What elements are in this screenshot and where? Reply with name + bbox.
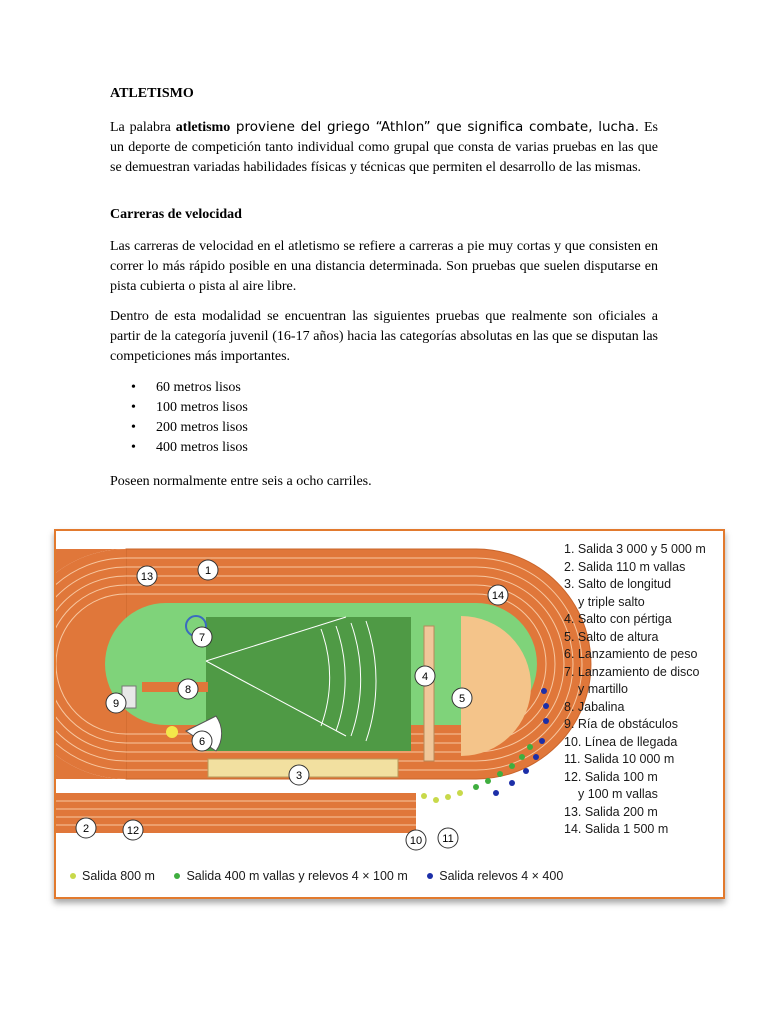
svg-text:10: 10 [409, 835, 423, 847]
legend-item: 9. Ría de obstáculos [564, 717, 678, 731]
svg-text:2: 2 [82, 823, 90, 835]
legend-item: 8. Jabalina [564, 699, 625, 714]
legend-item: y martillo [578, 682, 629, 696]
footer-item: Salida 800 m [82, 869, 155, 883]
legend-item: 14. Salida 1 500 m [564, 822, 669, 836]
legend-item: y 100 m vallas [578, 787, 658, 801]
marker-4 [415, 666, 435, 686]
svg-text:4: 4 [421, 671, 429, 683]
legend-item: 13. Salida 200 m [564, 804, 658, 819]
bullet: • [131, 380, 136, 395]
bullet: • [131, 400, 136, 415]
marker-6 [192, 731, 212, 751]
event-label: 60 metros lisos [156, 380, 241, 395]
legend-item: 6. Lanzamiento de peso [564, 647, 698, 661]
figure-legend [564, 541, 706, 839]
bullet: • [131, 420, 136, 435]
svg-text:1: 1 [204, 565, 212, 577]
legend-item: 10. Línea de llegada [564, 734, 678, 749]
svg-text:6: 6 [198, 736, 206, 748]
legend-item: 7. Lanzamiento de disco [564, 664, 700, 679]
dot-400-icon [174, 873, 180, 879]
bullet: • [131, 440, 136, 455]
marker-14 [488, 585, 508, 605]
figure-footer [66, 869, 563, 883]
intro-paragraph [110, 117, 658, 178]
paragraph-1: Las carreras de velocidad en el atletismo se refiere a carreras a pie muy cortas y que consisten en correr lo más rápido posible en una distancia determinada. Son pruebas que suelen disputarse en pista cubierta o pista al aire libre. [110, 239, 658, 294]
svg-text:12: 12 [126, 825, 140, 837]
marker-10 [406, 830, 426, 850]
central-field [206, 617, 411, 751]
intro-bold-word: atletismo [175, 120, 231, 135]
legend-item: 12. Salida 100 m [564, 769, 658, 784]
list-item [110, 418, 248, 438]
marker-13 [137, 566, 157, 586]
svg-text:11: 11 [442, 833, 454, 845]
legend-item: 3. Salto de longitud [564, 577, 672, 591]
marker-11 [438, 828, 458, 848]
event-label: 400 metros lisos [156, 440, 248, 455]
legend-item: y triple salto [578, 594, 645, 609]
legend-item: 2. Salida 110 m vallas [564, 559, 686, 574]
intro-rest: Es un deporte de competición tanto individual como grupal que consta de varias pruebas en las que se demuestran variadas habilidades físicas y técnicas que permiten el desarrollo de las mismas. [110, 120, 659, 175]
marker-12 [123, 820, 143, 840]
svg-text:9: 9 [112, 698, 120, 710]
marker-5 [452, 688, 472, 708]
svg-text:7: 7 [198, 632, 206, 644]
legend-item: 4. Salto con pértiga [564, 612, 672, 626]
list-item [110, 398, 248, 418]
event-label: 200 metros lisos [156, 420, 248, 435]
svg-text:8: 8 [184, 684, 192, 696]
closing-paragraph: Poseen normalmente entre seis a ocho carriles. [110, 474, 372, 489]
section-heading: Carreras de velocidad [110, 207, 242, 222]
marker-7 [192, 627, 212, 647]
athletics-track-figure [54, 529, 725, 899]
marker-1 [198, 560, 218, 580]
paragraph-2: Dentro de esta modalidad se encuentran las siguientes pruebas que realmente son oficiales a partir de la categoría juvenil (16-17 años) hacia las categorías absolutas en las que se disputan las competiciones más importantes. [110, 309, 658, 364]
page-title: ATLETISMO [110, 86, 194, 101]
svg-text:5: 5 [458, 693, 466, 705]
marker-3 [289, 765, 309, 785]
marker-8 [178, 679, 198, 699]
dot-relay-icon [427, 873, 433, 879]
list-item [110, 378, 248, 398]
footer-item: Salida relevos 4 × 400 [439, 869, 564, 883]
legend-item: 1. Salida 3 000 y 5 000 m [564, 542, 706, 556]
svg-text:13: 13 [140, 571, 154, 583]
svg-text:14: 14 [491, 590, 505, 602]
events-list [110, 378, 248, 458]
intro-prefix: La palabra [110, 120, 176, 135]
svg-text:3: 3 [295, 770, 303, 782]
list-item [110, 438, 248, 458]
footer-item: Salida 400 m vallas y relevos 4 × 100 m [186, 869, 408, 883]
legend-item: 11. Salida 10 000 m [564, 752, 675, 766]
event-label: 100 metros lisos [156, 400, 248, 415]
legend-item: 5. Salto de altura [564, 629, 659, 644]
intro-greek-phrase: proviene del griego “Athlon” que significa combate, lucha. [230, 119, 640, 135]
dot-800-icon [70, 873, 76, 879]
marker-2 [76, 818, 96, 838]
marker-9 [106, 693, 126, 713]
